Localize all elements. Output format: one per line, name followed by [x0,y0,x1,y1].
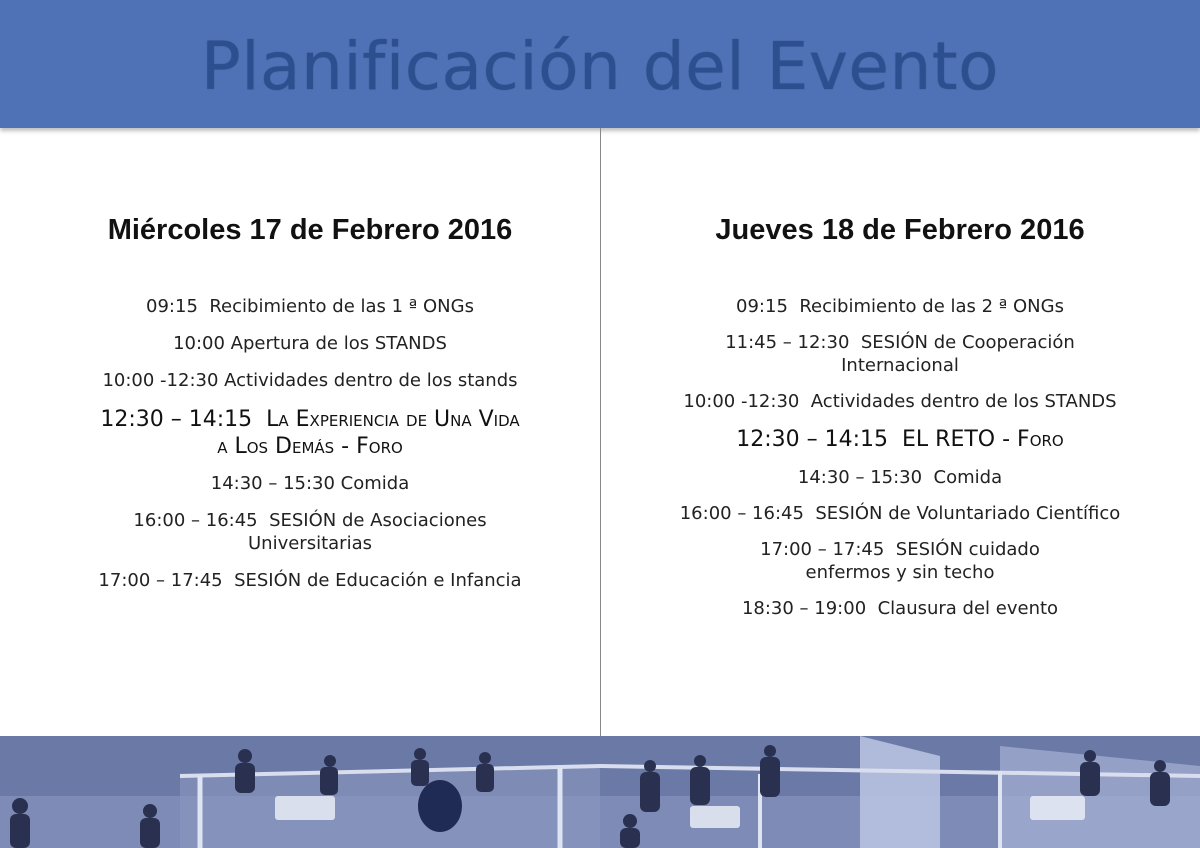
schedule-item-forum: 12:30 – 14:15 La Experiencia de Una Vida a Los Demás - Foro [100,407,520,459]
page-title: Planificación del Evento [200,28,1000,105]
schedule-item: 10:00 Apertura de los STANDS [173,333,447,354]
day-title: Jueves 18 de Febrero 2016 [715,214,1085,246]
schedule-item-forum: 12:30 – 14:15 EL RETO - Foro [736,427,1064,452]
schedule-item: 16:00 – 16:45 SESIÓN de Voluntariado Científico [679,503,1121,524]
schedule-item: 14:30 – 15:30 Comida [797,467,1003,488]
schedule-item: 09:15 Recibimiento de las 2 ª ONGs [736,296,1064,317]
schedule-item: 17:00 – 17:45 SESIÓN de Educación e Infancia [98,570,522,591]
day-title: Miércoles 17 de Febrero 2016 [107,214,513,246]
schedule-item: 09:15 Recibimiento de las 1 ª ONGs [146,296,474,317]
column-divider [600,128,601,736]
schedule-item: 17:00 – 17:45 SESIÓN cuidado enfermos y sin techo [760,539,1040,583]
schedule-item: 18:30 – 19:00 Clausura del evento [741,598,1059,619]
schedule-item: 14:30 – 15:30 Comida [210,473,410,494]
day-column-wednesday [30,205,590,606]
event-hall-photo [0,736,1200,848]
header-banner [0,0,1200,128]
schedule-item: 16:00 – 16:45 SESIÓN de Asociaciones Universitarias [133,510,487,554]
schedule-item: 10:00 -12:30 Actividades dentro de los stands [102,370,518,391]
schedule-item: 10:00 -12:30 Actividades dentro de los STANDS [683,391,1117,412]
photo-illustration [0,736,1200,848]
schedule-item: 11:45 – 12:30 SESIÓN de Cooperación Internacional [725,332,1075,376]
day-column-thursday [620,205,1180,633]
